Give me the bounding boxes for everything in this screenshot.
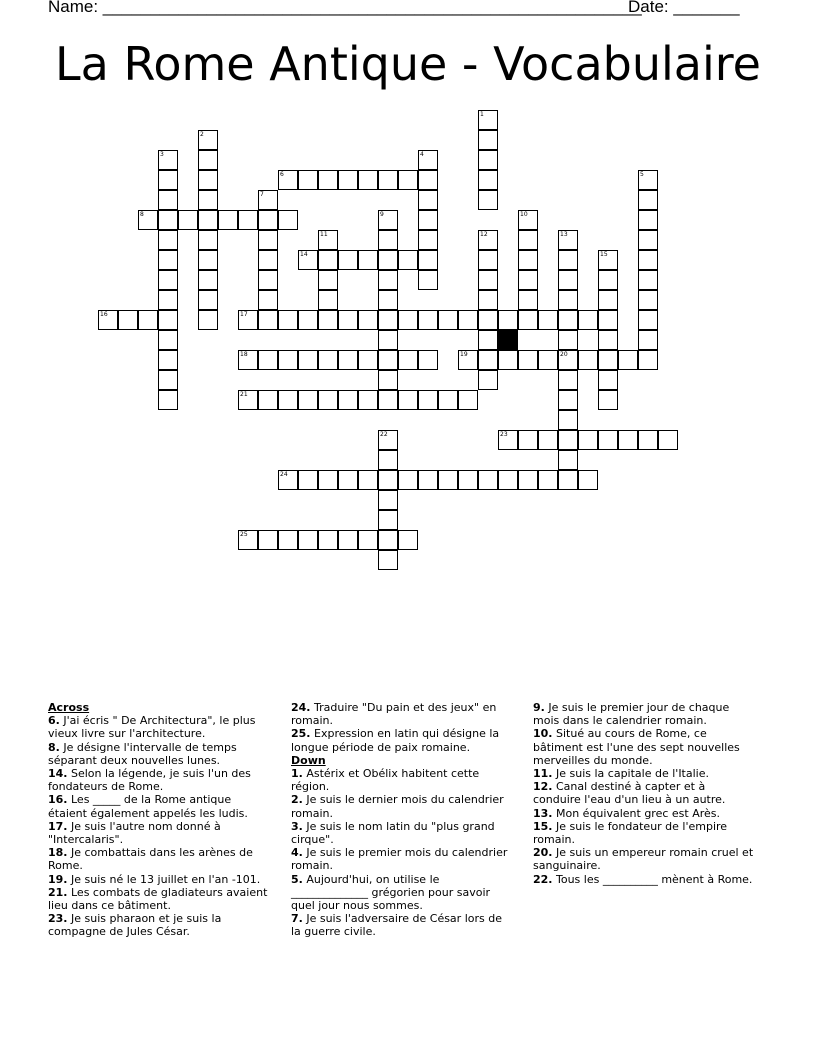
grid-cell[interactable] — [298, 310, 318, 330]
grid-cell[interactable] — [158, 210, 178, 230]
grid-cell[interactable] — [378, 430, 398, 450]
clue-down-3: 3. Je suis le nom latin du "plus grand cirque". — [291, 819, 495, 847]
clue-number-5: 5 — [640, 171, 644, 178]
grid-cell[interactable] — [618, 430, 638, 450]
grid-cell[interactable] — [598, 330, 618, 350]
grid-cell[interactable] — [238, 210, 258, 230]
clue-number-23: 23 — [500, 431, 508, 438]
grid-cell[interactable] — [458, 470, 478, 490]
clue-number-17: 17 — [240, 311, 248, 318]
grid-cell[interactable] — [318, 310, 338, 330]
clue-across-16: 16. Les _____ de la Rome antique étaient également appelés les ludis. — [48, 793, 248, 820]
grid-cell[interactable] — [398, 530, 418, 550]
grid-cell[interactable] — [158, 250, 178, 270]
page-title: La Rome Antique - Vocabulaire — [55, 37, 761, 91]
grid-cell[interactable] — [278, 170, 298, 190]
grid-cell[interactable] — [498, 350, 518, 370]
grid-cell[interactable] — [538, 310, 558, 330]
clue-number-21: 21 — [240, 391, 248, 398]
grid-cell[interactable] — [638, 190, 658, 210]
clue-number-13: 13 — [560, 231, 568, 238]
clue-across-21: 21. Les combats de gladiateurs avaient lieu dans ce bâtiment. — [48, 885, 268, 913]
grid-cell[interactable] — [598, 350, 618, 370]
grid-cell[interactable] — [558, 330, 578, 350]
grid-cell[interactable] — [318, 270, 338, 290]
grid-cell[interactable] — [518, 310, 538, 330]
grid-cell[interactable] — [638, 270, 658, 290]
grid-cell[interactable] — [278, 310, 298, 330]
clue-number-11: 11 — [320, 231, 328, 238]
grid-cell[interactable] — [358, 470, 378, 490]
grid-cell[interactable] — [98, 310, 118, 330]
grid-cell[interactable] — [558, 250, 578, 270]
clue-across-18: 18. Je combattais dans les arènes de Rome. — [48, 846, 253, 873]
grid-cell[interactable] — [158, 170, 178, 190]
grid-cell[interactable] — [518, 350, 538, 370]
clue-number-2: 2 — [200, 131, 204, 138]
clue-across-24: 24. Traduire "Du pain et des jeux" en romain. — [291, 701, 497, 728]
grid-cell[interactable] — [598, 290, 618, 310]
clue-number-6: 6 — [280, 171, 284, 178]
grid-cell[interactable] — [558, 450, 578, 470]
clue-down-4: 4. Je suis le premier mois du calendrier romain. — [291, 846, 508, 873]
grid-cell[interactable] — [478, 190, 498, 210]
grid-cell[interactable] — [238, 530, 258, 550]
grid-cell[interactable] — [378, 390, 398, 410]
grid-cell[interactable] — [278, 210, 298, 230]
grid-cell[interactable] — [298, 470, 318, 490]
grid-cell[interactable] — [558, 350, 578, 370]
grid-cell[interactable] — [418, 210, 438, 230]
grid-cell[interactable] — [558, 310, 578, 330]
grid-cell[interactable] — [498, 430, 518, 450]
grid-cell[interactable] — [178, 210, 198, 230]
grid-cell[interactable] — [198, 290, 218, 310]
clue-number-12: 12 — [480, 231, 488, 238]
grid-cell[interactable] — [338, 350, 358, 370]
clue-number-14: 14 — [300, 251, 308, 258]
grid-cell[interactable] — [258, 270, 278, 290]
grid-cell[interactable] — [458, 390, 478, 410]
grid-cell[interactable] — [238, 350, 258, 370]
grid-cell[interactable] — [558, 370, 578, 390]
grid-cell[interactable] — [578, 350, 598, 370]
grid-cell[interactable] — [378, 350, 398, 370]
grid-cell[interactable] — [418, 250, 438, 270]
grid-cell[interactable] — [518, 470, 538, 490]
grid-cell[interactable] — [598, 310, 618, 330]
grid-cell[interactable] — [158, 290, 178, 310]
clue-number-8: 8 — [140, 211, 144, 218]
clue-down-7: 7. Je suis l'adversaire de César lors de la guerre civile. — [291, 912, 502, 939]
grid-cell[interactable] — [378, 470, 398, 490]
grid-cell[interactable] — [478, 110, 498, 130]
clue-down-11: 11. Je suis la capitale de l'Italie. — [533, 767, 709, 781]
grid-cell[interactable] — [338, 470, 358, 490]
black-cell — [498, 330, 518, 350]
clue-down-15: 15. Je suis le fondateur de l'empire romain. — [533, 819, 728, 847]
grid-cell[interactable] — [278, 350, 298, 370]
grid-cell[interactable] — [338, 310, 358, 330]
grid-cell[interactable] — [438, 390, 458, 410]
name-field-label: Name: _________________________________________________________ — [48, 0, 642, 16]
grid-cell[interactable] — [558, 270, 578, 290]
grid-cell[interactable] — [558, 470, 578, 490]
grid-cell[interactable] — [258, 250, 278, 270]
grid-cell[interactable] — [238, 390, 258, 410]
grid-cell[interactable] — [378, 450, 398, 470]
grid-cell[interactable] — [398, 170, 418, 190]
grid-cell[interactable] — [318, 530, 338, 550]
grid-cell[interactable] — [258, 390, 278, 410]
grid-cell[interactable] — [358, 350, 378, 370]
grid-cell[interactable] — [638, 290, 658, 310]
grid-cell[interactable] — [378, 170, 398, 190]
grid-cell[interactable] — [158, 150, 178, 170]
grid-cell[interactable] — [618, 350, 638, 370]
grid-cell[interactable] — [558, 390, 578, 410]
grid-cell[interactable] — [598, 270, 618, 290]
grid-cell[interactable] — [478, 230, 498, 250]
grid-cell[interactable] — [258, 290, 278, 310]
grid-cell[interactable] — [318, 470, 338, 490]
grid-cell[interactable] — [198, 310, 218, 330]
clue-down-20: 20. Je suis un empereur romain cruel et sanguinaire. — [533, 846, 754, 873]
grid-cell[interactable] — [478, 310, 498, 330]
grid-cell[interactable] — [158, 390, 178, 410]
grid-cell[interactable] — [378, 310, 398, 330]
grid-cell[interactable] — [438, 310, 458, 330]
grid-cell[interactable] — [198, 270, 218, 290]
grid-cell[interactable] — [258, 190, 278, 210]
clue-number-9: 9 — [380, 211, 384, 218]
grid-cell[interactable] — [158, 190, 178, 210]
grid-cell[interactable] — [198, 190, 218, 210]
grid-cell[interactable] — [158, 230, 178, 250]
grid-cell[interactable] — [358, 310, 378, 330]
grid-cell[interactable] — [418, 350, 438, 370]
clue-across-23: 23. Je suis pharaon et je suis la compagne de Jules César. — [48, 912, 222, 939]
clue-number-16: 16 — [100, 311, 108, 318]
grid-cell[interactable] — [378, 250, 398, 270]
grid-cell[interactable] — [378, 290, 398, 310]
clue-number-24: 24 — [280, 471, 288, 478]
grid-cell[interactable] — [518, 230, 538, 250]
grid-cell[interactable] — [558, 410, 578, 430]
grid-cell[interactable] — [398, 250, 418, 270]
clues-column-1 — [48, 701, 270, 939]
grid-cell[interactable] — [198, 150, 218, 170]
grid-cell[interactable] — [318, 250, 338, 270]
grid-cell[interactable] — [478, 350, 498, 370]
grid-cell[interactable] — [258, 230, 278, 250]
clue-number-1: 1 — [480, 111, 484, 118]
grid-cell[interactable] — [418, 390, 438, 410]
grid-cell[interactable] — [338, 390, 358, 410]
clue-across-6: 6. J'ai écris " De Architectura", le plus vieux livre sur l'architecture. — [48, 714, 256, 741]
clue-down-12: 12. Canal destiné à capter et à conduire l'eau d'un lieu à un autre. — [533, 780, 726, 807]
grid-cell[interactable] — [418, 230, 438, 250]
grid-cell[interactable] — [518, 290, 538, 310]
clue-number-10: 10 — [520, 211, 528, 218]
grid-cell[interactable] — [338, 170, 358, 190]
grid-cell[interactable] — [498, 470, 518, 490]
grid-cell[interactable] — [158, 370, 178, 390]
grid-cell[interactable] — [638, 330, 658, 350]
grid-cell[interactable] — [158, 270, 178, 290]
clue-number-7: 7 — [260, 191, 264, 198]
grid-cell[interactable] — [158, 330, 178, 350]
clue-number-4: 4 — [420, 151, 424, 158]
grid-cell[interactable] — [378, 370, 398, 390]
clue-number-15: 15 — [600, 251, 608, 258]
grid-cell[interactable] — [638, 250, 658, 270]
grid-cell[interactable] — [378, 230, 398, 250]
clue-number-22: 22 — [380, 431, 388, 438]
grid-cell[interactable] — [358, 390, 378, 410]
grid-cell[interactable] — [158, 350, 178, 370]
grid-cell[interactable] — [258, 310, 278, 330]
grid-cell[interactable] — [138, 210, 158, 230]
grid-cell[interactable] — [538, 470, 558, 490]
grid-cell[interactable] — [358, 170, 378, 190]
grid-cell[interactable] — [418, 310, 438, 330]
grid-cell[interactable] — [378, 270, 398, 290]
grid-cell[interactable] — [278, 390, 298, 410]
grid-cell[interactable] — [338, 250, 358, 270]
grid-cell[interactable] — [578, 430, 598, 450]
grid-cell[interactable] — [298, 530, 318, 550]
grid-cell[interactable] — [138, 310, 158, 330]
grid-cell[interactable] — [638, 210, 658, 230]
grid-cell[interactable] — [278, 470, 298, 490]
grid-cell[interactable] — [658, 430, 678, 450]
grid-cell[interactable] — [478, 330, 498, 350]
grid-cell[interactable] — [298, 170, 318, 190]
clue-down-10: 10. Situé au cours de Rome, ce bâtiment est l'une des sept nouvelles merveilles du monde. — [533, 727, 740, 767]
clue-number-3: 3 — [160, 151, 164, 158]
grid-cell[interactable] — [238, 310, 258, 330]
clue-down-22: 22. Tous les __________ mènent à Rome. — [533, 872, 753, 886]
grid-cell[interactable] — [378, 550, 398, 570]
grid-cell[interactable] — [258, 210, 278, 230]
grid-cell[interactable] — [438, 470, 458, 490]
grid-cell[interactable] — [538, 430, 558, 450]
grid-cell[interactable] — [518, 430, 538, 450]
grid-cell[interactable] — [158, 310, 178, 330]
clue-across-19: 19. Je suis né le 13 juillet en l'an -101. — [48, 872, 261, 886]
grid-cell[interactable] — [398, 350, 418, 370]
grid-cell[interactable] — [598, 390, 618, 410]
grid-cell[interactable] — [198, 230, 218, 250]
clue-number-25: 25 — [240, 531, 248, 538]
grid-cell[interactable] — [478, 290, 498, 310]
grid-cell[interactable] — [458, 310, 478, 330]
grid-cell[interactable] — [398, 390, 418, 410]
grid-cell[interactable] — [398, 310, 418, 330]
grid-cell[interactable] — [358, 250, 378, 270]
clue-down-1: 1. Astérix et Obélix habitent cette région. — [291, 767, 480, 794]
grid-cell[interactable] — [478, 250, 498, 270]
grid-cell[interactable] — [198, 170, 218, 190]
clue-down-2: 2. Je suis le dernier mois du calendrier romain. — [291, 793, 504, 820]
grid-cell[interactable] — [318, 230, 338, 250]
grid-cell[interactable] — [318, 170, 338, 190]
clue-down-5: 5. Aujourd'hui, on utilise le ______________ grégorien pour savoir quel jour nous sommes. — [291, 872, 491, 913]
grid-cell[interactable] — [478, 470, 498, 490]
grid-cell[interactable] — [278, 530, 298, 550]
grid-cell[interactable] — [558, 230, 578, 250]
grid-cell[interactable] — [378, 210, 398, 230]
grid-cell[interactable] — [478, 370, 498, 390]
grid-cell[interactable] — [198, 250, 218, 270]
grid-cell[interactable] — [198, 130, 218, 150]
grid-cell[interactable] — [338, 530, 358, 550]
grid-cell[interactable] — [298, 250, 318, 270]
grid-cell[interactable] — [478, 130, 498, 150]
grid-cell[interactable] — [578, 470, 598, 490]
grid-cell[interactable] — [598, 250, 618, 270]
grid-cell[interactable] — [418, 270, 438, 290]
grid-cell[interactable] — [118, 310, 138, 330]
grid-cell[interactable] — [398, 470, 418, 490]
grid-cell[interactable] — [298, 390, 318, 410]
grid-cell[interactable] — [198, 210, 218, 230]
grid-cell[interactable] — [418, 170, 438, 190]
across-heading: Across — [48, 701, 90, 714]
grid-cell[interactable] — [378, 490, 398, 510]
clues-column-3 — [533, 701, 755, 886]
grid-cell[interactable] — [318, 390, 338, 410]
grid-cell[interactable] — [638, 430, 658, 450]
grid-cell[interactable] — [518, 270, 538, 290]
grid-cell[interactable] — [458, 350, 478, 370]
grid-cell[interactable] — [558, 290, 578, 310]
grid-cell[interactable] — [598, 370, 618, 390]
clue-down-13: 13. Mon équivalent grec est Arès. — [533, 806, 721, 820]
clue-number-20: 20 — [560, 351, 568, 358]
grid-cell[interactable] — [318, 290, 338, 310]
grid-cell[interactable] — [258, 350, 278, 370]
grid-cell[interactable] — [558, 430, 578, 450]
grid-cell[interactable] — [418, 150, 438, 170]
grid-cell[interactable] — [638, 310, 658, 330]
clue-down-9: 9. Je suis le premier jour de chaque mois dans le calendrier romain. — [533, 701, 730, 728]
grid-cell[interactable] — [638, 170, 658, 190]
grid-cell[interactable] — [638, 230, 658, 250]
grid-cell[interactable] — [518, 250, 538, 270]
clue-across-8: 8. Je désigne l'intervalle de temps séparant deux nouvelles lunes. — [48, 740, 237, 767]
grid-cell[interactable] — [578, 310, 598, 330]
grid-cell[interactable] — [478, 170, 498, 190]
grid-cell[interactable] — [518, 210, 538, 230]
down-heading: Down — [291, 753, 326, 767]
grid-cell[interactable] — [218, 210, 238, 230]
grid-cell[interactable] — [378, 530, 398, 550]
date-field-label: Date: _______ — [628, 0, 740, 16]
grid-cell[interactable] — [538, 350, 558, 370]
grid-cell[interactable] — [638, 350, 658, 370]
grid-cell[interactable] — [498, 310, 518, 330]
grid-cell[interactable] — [378, 510, 398, 530]
grid-cell[interactable] — [418, 190, 438, 210]
grid-cell[interactable] — [478, 270, 498, 290]
clue-number-18: 18 — [240, 351, 248, 358]
clue-across-14: 14. Selon la légende, je suis l'un des fondateurs de Rome. — [48, 767, 251, 794]
grid-cell[interactable] — [378, 330, 398, 350]
grid-cell[interactable] — [258, 530, 278, 550]
clue-across-17: 17. Je suis l'autre nom donné à "Intercalaris". — [48, 819, 221, 847]
grid-cell[interactable] — [418, 470, 438, 490]
grid-cell[interactable] — [318, 350, 338, 370]
grid-cell[interactable] — [298, 350, 318, 370]
grid-cell[interactable] — [598, 430, 618, 450]
clue-across-25: 25. Expression en latin qui désigne la longue période de paix romaine. — [291, 727, 500, 754]
grid-cell[interactable] — [478, 150, 498, 170]
grid-cell[interactable] — [358, 530, 378, 550]
clues-column-2 — [291, 701, 513, 939]
clue-number-19: 19 — [460, 351, 468, 358]
